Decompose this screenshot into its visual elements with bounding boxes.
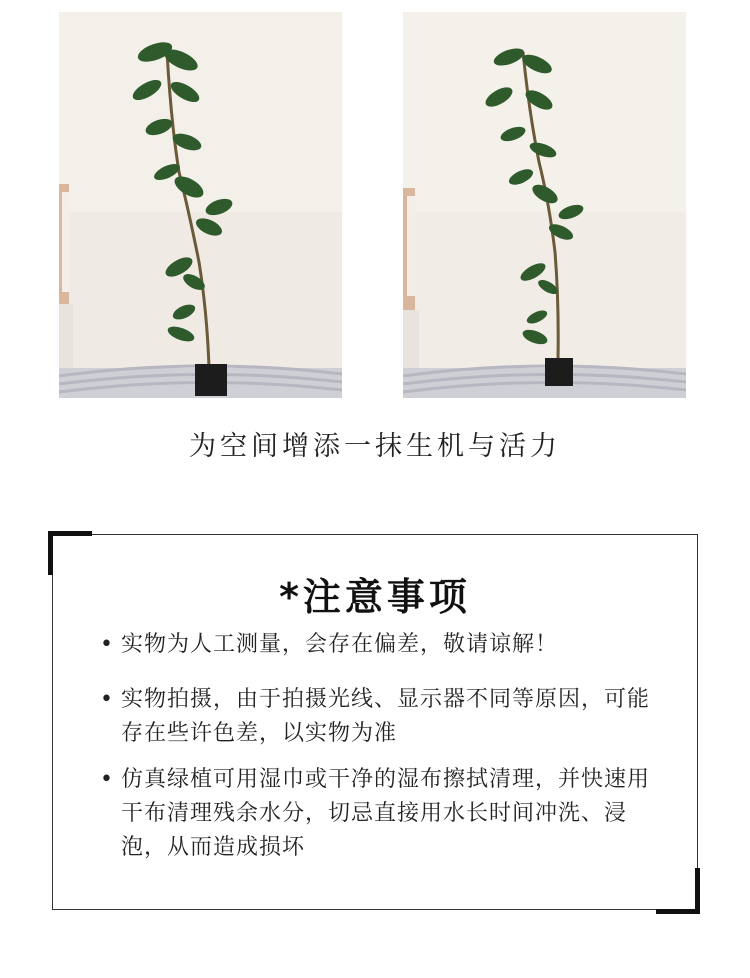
bullet-icon: • [100, 632, 113, 657]
notice-item-text: 实物为人工测量，会存在偏差，敬请谅解！ [121, 632, 559, 657]
plant-photo-right [403, 12, 686, 398]
corner-accent-bottom-right [656, 909, 700, 914]
notice-item [100, 763, 670, 865]
corner-accent-bottom-right-vertical [695, 868, 700, 914]
notice-item [100, 683, 670, 751]
notice-item-text: 仿真绿植可用湿巾或干净的湿布擦拭清理，并快速用干布清理残余水分，切忌直接用水长时间冲洗、浸泡，从而造成损坏 [121, 767, 651, 860]
bullet-icon: • [100, 687, 113, 712]
corner-accent-top-left [48, 531, 92, 536]
plant-photo-left [59, 12, 342, 398]
notice-title: *注意事项 [279, 575, 471, 619]
bullet-icon: • [100, 767, 113, 792]
tagline: 为空间增添一抹生机与活力 [189, 431, 561, 462]
notice-item-text: 实物拍摄，由于拍摄光线、显示器不同等原因，可能存在些许色差，以实物为准 [121, 687, 651, 746]
notice-item [100, 628, 670, 662]
